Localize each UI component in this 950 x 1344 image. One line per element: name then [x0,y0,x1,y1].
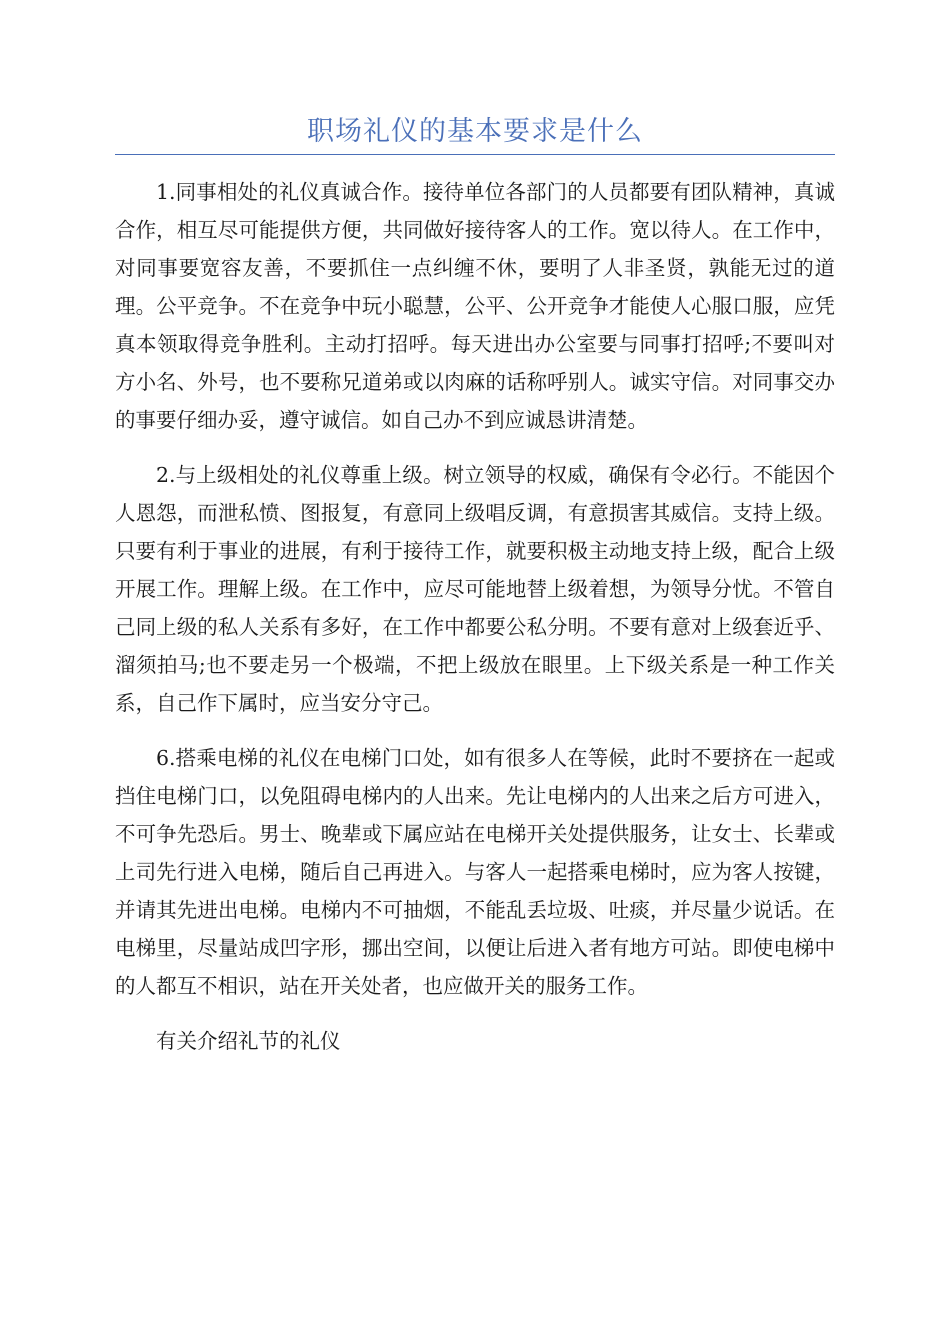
paragraph-superior-etiquette: 2.与上级相处的礼仪尊重上级。树立领导的权威，确保有令必行。不能因个人恩怨，而泄私愤、图报复，有意同上级唱反调，有意损害其威信。支持上级。只要有利于事业的进展，有利于接待工作，就要积极主动地支持上级，配合上级开展工作。理解上级。在工作中，应尽可能地替上级着想，为领导分忧。不管自己同上级的私人关系有多好，在工作中都要公私分明。不要有意对上级套近乎、溜须拍马;也不要走另一个极端，不把上级放在眼里。上下级关系是一种工作关系，自己作下属时，应当安分守己。 [115,463,835,715]
document-title: 职场礼仪的基本要求是什么 [307,116,643,147]
paragraph-introduction-etiquette: 有关介绍礼节的礼仪 [156,1029,341,1053]
document-page [115,0,835,1077]
paragraph-colleague-etiquette: 1.同事相处的礼仪真诚合作。接待单位各部门的人员都要有团队精神，真诚合作，相互尽可能提供方便，共同做好接待客人的工作。宽以待人。在工作中，对同事要宽容友善，不要抓住一点纠缠不休，要明了人非圣贤，孰能无过的道理。公平竞争。不在竞争中玩小聪慧，公平、公开竞争才能使人心服口服，应凭真本领取得竞争胜利。主动打招呼。每天进出办公室要与同事打招呼;不要叫对方小名、外号，也不要称兄道弟或以肉麻的话称呼别人。诚实守信。对同事交办的事要仔细办妥，遵守诚信。如自己办不到应诚恳讲清楚。 [115,180,835,432]
document-body [115,173,835,1060]
paragraph-elevator-etiquette: 6.搭乘电梯的礼仪在电梯门口处，如有很多人在等候，此时不要挤在一起或挡住电梯门口，以免阻碍电梯内的人出来。先让电梯内的人出来之后方可进入，不可争先恐后。男士、晚辈或下属应站在电梯开关处提供服务，让女士、长辈或上司先行进入电梯，随后自己再进入。与客人一起搭乘电梯时，应为客人按键，并请其先进出电梯。电梯内不可抽烟，不能乱丢垃圾、吐痰，并尽量少说话。在电梯里，尽量站成凹字形，挪出空间，以便让后进入者有地方可站。即使电梯中的人都互不相识，站在开关处者，也应做开关的服务工作。 [115,746,835,998]
title-underline [115,154,835,155]
